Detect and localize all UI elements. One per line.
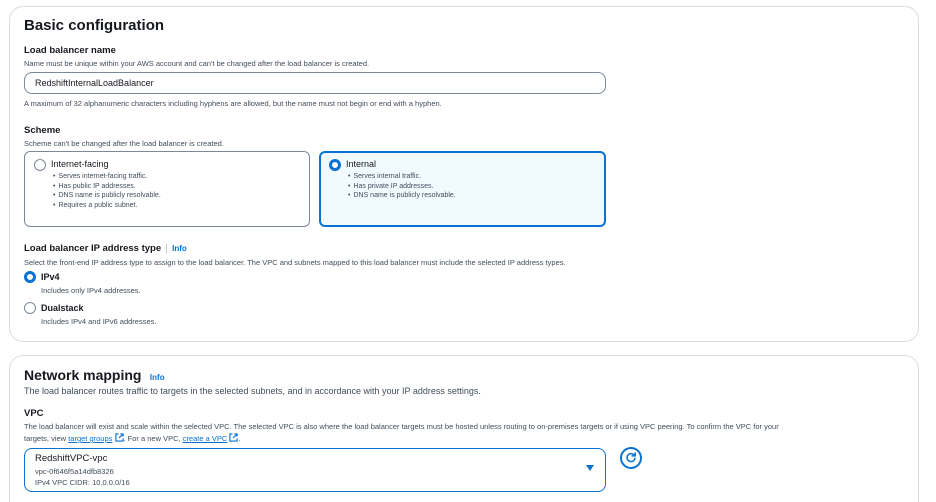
network-mapping-title: Network mapping (24, 367, 142, 383)
refresh-button[interactable] (620, 447, 642, 469)
network-mapping-heading (24, 367, 165, 385)
vpc-desc-text: . (238, 434, 241, 443)
internet-facing-title: Internet-facing (51, 159, 109, 169)
vpc-selected-id: vpc-0f646f5a14dfb8326 (35, 467, 114, 476)
dualstack-label[interactable]: Dualstack (41, 303, 84, 313)
vpc-selected-name: RedshiftVPC-vpc (35, 453, 108, 464)
scheme-option-internet-facing[interactable] (24, 151, 310, 227)
ip-type-heading (24, 243, 187, 254)
scheme-option-internal[interactable] (319, 151, 606, 227)
ip-type-info-link[interactable]: Info (172, 244, 187, 253)
list-item: • Serves internet-facing traffic. (53, 172, 161, 182)
internal-title: Internal (346, 159, 377, 169)
list-item: • Has private IP addresses. (348, 182, 456, 192)
vpc-selected-cidr: IPv4 VPC CIDR: 10.0.0.0/16 (35, 478, 130, 487)
list-item: • Serves internal traffic. (348, 172, 456, 182)
list-item: • DNS name is publicly resolvable. (348, 191, 456, 201)
vpc-label: VPC (24, 408, 44, 419)
network-mapping-info-link[interactable]: Info (149, 373, 165, 382)
lb-name-constraint: A maximum of 32 alphanumeric characters including hyphens are allowed, but the name must not begin or end with a hyphen. (24, 99, 442, 108)
create-vpc-link[interactable]: create a VPC (182, 434, 228, 443)
external-link-icon[interactable] (115, 433, 124, 442)
vpc-description-line1: The load balancer will exist and scale within the selected VPC. The selected VPC is also where the load balancer targets must be hosted unless routing to on-premises targets or if using VPC peering. To confirm the VPC for your (24, 422, 779, 431)
refresh-icon (625, 452, 637, 464)
dualstack-radio[interactable] (24, 302, 36, 314)
internet-facing-bullets (53, 172, 161, 210)
list-item: • Requires a public subnet. (53, 201, 161, 211)
vpc-select[interactable] (24, 448, 606, 492)
divider (166, 244, 167, 253)
basic-configuration-title: Basic configuration (24, 17, 165, 34)
vpc-description-line2 (24, 433, 241, 443)
list-item: • DNS name is publicly resolvable. (53, 191, 161, 201)
lb-name-input[interactable]: RedshiftInternalLoadBalancer (24, 72, 606, 94)
ip-type-label: Load balancer IP address type (24, 243, 162, 254)
list-item: • Has public IP addresses. (53, 182, 161, 192)
scheme-label: Scheme (24, 125, 61, 136)
ip-type-description: Select the front-end IP address type to assign to the load balancer. The VPC and subnets mapped to this load balancer must include the selected IP address types. (24, 258, 566, 267)
lb-name-description: Name must be unique within your AWS account and can't be changed after the load balancer is created. (24, 59, 370, 68)
network-mapping-subtitle: The load balancer routes traffic to targets in the selected subnets, and in accordance with your IP address settings. (24, 386, 481, 396)
internal-radio[interactable] (329, 159, 341, 171)
ipv4-radio[interactable] (24, 271, 36, 283)
ipv4-description: Includes only IPv4 addresses. (41, 286, 141, 295)
vpc-desc-text: . For a new VPC, (123, 434, 181, 443)
caret-down-icon (586, 465, 594, 471)
target-groups-link[interactable]: target groups (68, 434, 113, 443)
ipv4-label[interactable]: IPv4 (41, 272, 60, 282)
internet-facing-radio[interactable] (34, 159, 46, 171)
vpc-desc-text: targets, view (24, 434, 67, 443)
internal-bullets (348, 172, 456, 201)
dualstack-description: Includes IPv4 and IPv6 addresses. (41, 317, 157, 326)
scheme-description: Scheme can't be changed after the load balancer is created. (24, 139, 224, 148)
lb-name-label: Load balancer name (24, 45, 116, 56)
